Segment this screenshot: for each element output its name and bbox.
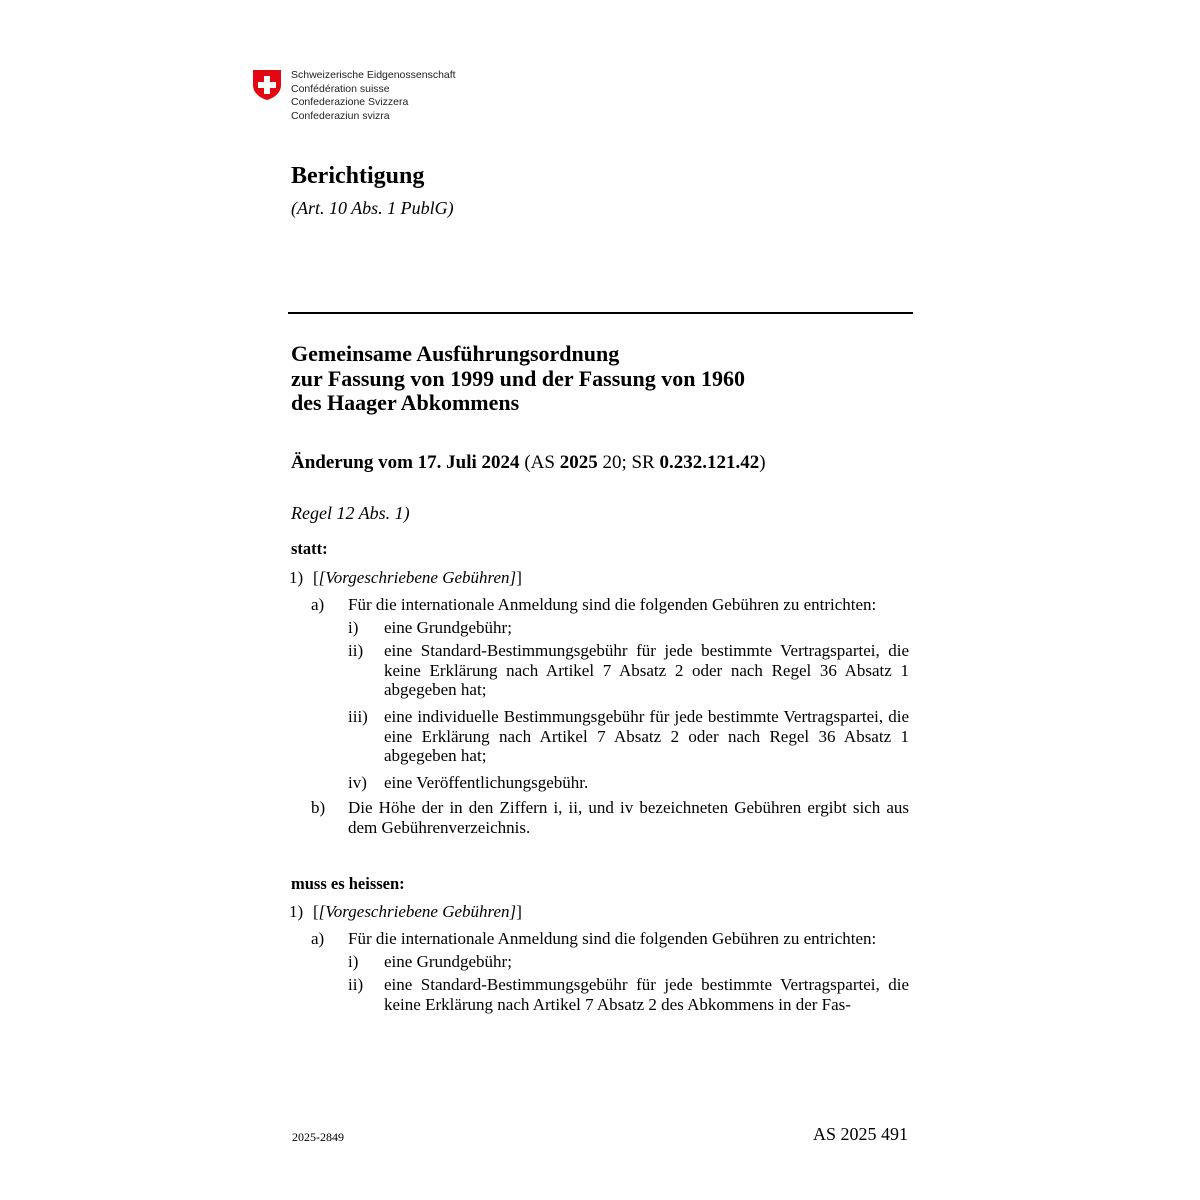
amendment-sr-number: 0.232.121.42	[659, 452, 760, 473]
document-title: Berichtigung	[291, 163, 425, 189]
item-i-text: eine Grundgebühr;	[384, 952, 512, 971]
swiss-emblem-icon	[252, 69, 282, 101]
item-a-text: Für die internationale Anmeldung sind die folgenden Gebühren zu entrichten:	[348, 595, 877, 614]
item-a-text: Für die internationale Anmeldung sind die folgenden Gebühren zu entrichten:	[348, 929, 877, 948]
item-marker-a: a)	[311, 929, 325, 948]
document-subtitle: (Art. 10 Abs. 1 PublG)	[291, 198, 454, 218]
amendment-as-page: 20; SR	[602, 452, 655, 473]
item-marker-ii: ii)	[348, 975, 364, 994]
horizontal-divider	[288, 312, 913, 314]
document-number: 2025-2849	[292, 1130, 344, 1144]
item-marker-iii: iii)	[348, 707, 368, 726]
confederation-line-rm: Confederaziun svizra	[291, 109, 390, 122]
rule-reference: Regel 12 Abs. 1)	[291, 503, 410, 523]
paragraph-marker: 1)	[289, 568, 304, 587]
item-marker-b: b)	[311, 798, 326, 817]
item-iv-text: eine Veröffentlichungsgebühr.	[384, 773, 589, 792]
muss-label: muss es heissen:	[291, 874, 405, 893]
confederation-line-de: Schweizerische Eidgenossenschaft	[291, 69, 456, 81]
item-iii-text: eine individuelle Bestimmungsgebühr für jede bestimmte Vertragspartei, die eine Erklärung nach Artikel 7 Absatz 2 oder nach Regel 36 Absatz 1 abgegeben hat;	[384, 707, 909, 765]
muss-section: 1) [[Vorgeschriebene Gebühren]] a) Für die internationale Anmeldung sind die folgenden Gebühren zu entrichten: i) eine Grundgebühr; ii) eine Standard-Bestimmungsgebühr für jede bestimmte Vertragspartei, die keine Erklärung nach Artikel 7 Absatz 2 des Abkommens in der Fas-	[289, 902, 909, 1014]
confederation-lines	[291, 69, 456, 123]
statt-label: statt:	[291, 539, 328, 558]
amendment-date: Änderung vom 17. Juli 2024	[291, 452, 520, 473]
item-ii-text: eine Standard-Bestimmungsgebühr für jede bestimmte Vertragspartei, die keine Erklärung nach Artikel 7 Absatz 2 oder nach Regel 36 Absatz 1 abgegeben hat;	[384, 641, 909, 699]
statt-section: 1) [[Vorgeschriebene Gebühren]] a) Für die internationale Anmeldung sind die folgenden Gebühren zu entrichten: i) eine Grundgebühr; ii) eine Standard-Bestimmungsgebühr für jede bestimmte Vertragspartei, die keine Erklärung nach Artikel 7 Absatz 2 oder nach Regel 36 Absatz 1 abgegeben hat; iii) eine individuelle Bestimmungsgebühr für jede bestimmte Vertragspartei, die eine Erklärung nach Artikel 7 Absatz 2 oder nach Regel 36 Absatz 1 abgegeben hat; iv) eine Veröffentlichungsgebühr. b) Die Höhe der in den Ziffern i, ii, und iv bezeichneten Gebühren ergibt sich aus dem Gebührenverzeichnis.	[289, 568, 909, 837]
confederation-line-it: Confederazione Svizzera	[291, 96, 409, 108]
act-title	[291, 342, 911, 416]
item-marker-i: i)	[348, 618, 359, 637]
item-marker-i: i)	[348, 952, 359, 971]
item-marker-ii: ii)	[348, 641, 364, 660]
act-title-line: des Haager Abkommens	[291, 390, 520, 415]
as-reference: AS 2025 491	[813, 1124, 909, 1144]
item-marker-a: a)	[311, 595, 325, 614]
paragraph-heading: [Vorgeschriebene Gebühren]	[318, 902, 517, 921]
item-ii-text: eine Standard-Bestimmungsgebühr für jede bestimmte Vertragspartei, die keine Erklärung nach Artikel 7 Absatz 2 des Abkommens in der Fas-	[384, 975, 909, 1014]
amendment-as-year: 2025	[559, 452, 598, 473]
item-b-text: Die Höhe der in den Ziffern i, ii, und iv bezeichneten Gebühren ergibt sich aus dem Gebührenverzeichnis.	[348, 798, 909, 837]
amendment-line	[291, 452, 766, 474]
confederation-line-fr: Confédération suisse	[291, 82, 390, 95]
item-marker-iv: iv)	[348, 773, 367, 792]
paragraph-marker: 1)	[289, 902, 304, 921]
amendment-close: )	[759, 452, 766, 473]
act-title-line: Gemeinsame Ausführungsordnung	[291, 341, 620, 366]
act-title-line: zur Fassung von 1999 und der Fassung von 1960	[291, 365, 745, 391]
item-i-text: eine Grundgebühr;	[384, 618, 512, 637]
paragraph-heading: [Vorgeschriebene Gebühren]	[318, 568, 517, 587]
amendment-as-prefix: (AS	[524, 452, 555, 473]
